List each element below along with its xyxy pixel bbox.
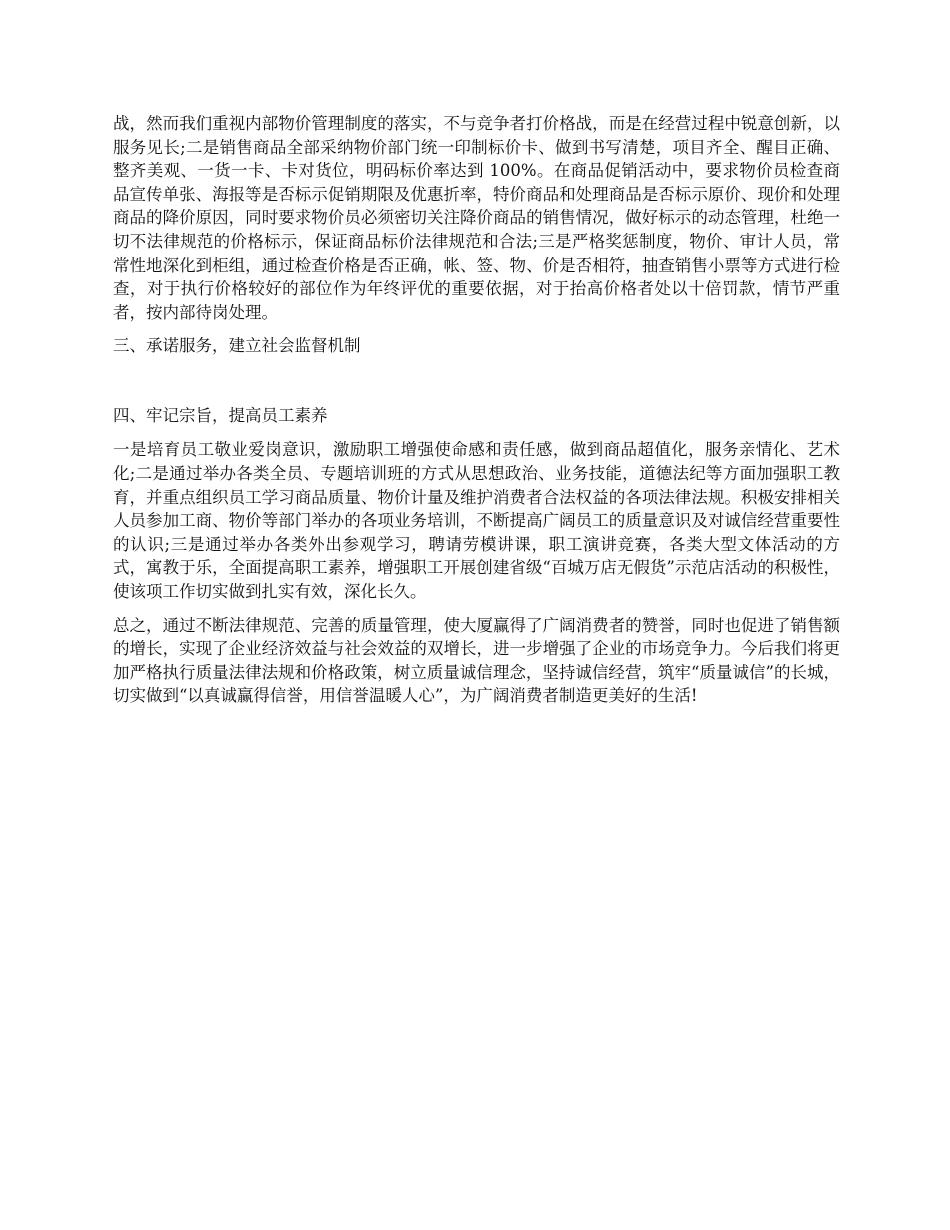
section-heading-service-commitment: 三、承诺服务，建立社会监督机制 [113, 336, 361, 356]
document-page [113, 112, 840, 718]
paragraph-conclusion: 总之，通过不断法律规范、完善的质量管理，使大厦赢得了广阔消费者的赞誉，同时也促进了销售额的增长，实现了企业经济效益与社会效益的双增长，进一步增强了企业的市场竞争力。今后我们将更加严格执行质量法律法规和价格政策，树立质量诚信理念，坚持诚信经营，筑牢“质量诚信”的长城，切实做到“以真诚赢得信誉，用信誉温暖人心”，为广阔消费者制造更美好的生活! [113, 615, 840, 706]
section-heading-staff-quality: 四、牢记宗旨，提高员工素养 [113, 406, 328, 426]
paragraph-staff-training: 一是培育员工敬业爱岗意识，激励职工增强使命感和责任感，做到商品超值化，服务亲情化、艺术化;二是通过举办各类全员、专题培训班的方式从思想政治、业务技能，道德法纪等方面加强职工教育，并重点组织员工学习商品质量、物价计量及维护消费者合法权益的各项法律法规。积极安排相关人员参加工商、物价等部门举办的各项业务培训，不断提高广阔员工的质量意识及对诚信经营重要性的认识;三是通过举办各类外出参观学习，聘请劳模讲课，职工演讲竞赛，各类大型文体活动的方式，寓教于乐，全面提高职工素养，增强职工开展创建省级“百城万店无假货”示范店活动的积极性，使该项工作切实做到扎实有效，深化长久。 [113, 440, 840, 601]
paragraph-pricing-management: 战，然而我们重视内部物价管理制度的落实，不与竞争者打价格战，而是在经营过程中锐意创新，以服务见长;二是销售商品全部采纳物价部门统一印制标价卡、做到书写清楚，项目齐全、醒目正确、整齐美观、一货一卡、卡对货位，明码标价率达到 100%。在商品促销活动中，要求物价员检查商品宣传单张、海报等是否标示促销期限及优惠折率，特价商品和处理商品是否标示原价、现价和处理商品的降价原因，同时要求物价员必须密切关注降价商品的销售情况，做好标示的动态管理，杜绝一切不法律规范的价格标示，保证商品标价法律规范和合法;三是严格奖惩制度，物价、审计人员，常常性地深化到柜组，通过检查价格是否正确，帐、签、物、价是否相符，抽查销售小票等方式进行检查，对于执行价格较好的部位作为年终评优的重要依据，对于抬高价格者处以十倍罚款，情节严重者，按内部待岗处理。 [113, 114, 840, 322]
